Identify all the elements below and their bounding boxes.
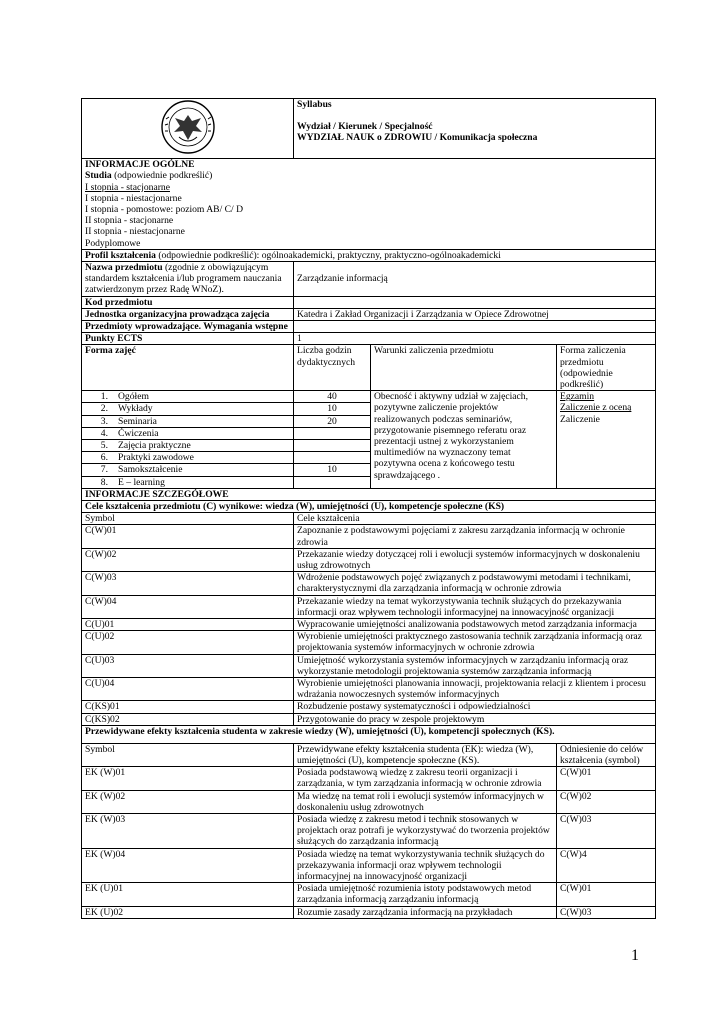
ek-col-effects: Przewidywane efekty kształcenia studenta (EK): wiedza (W), umiejętności (U), kompetencje społeczne (KS). xyxy=(294,743,557,766)
studia-option: II stopnia - niestacjonarne xyxy=(85,226,185,238)
efekty-row xyxy=(82,906,656,918)
cele-text: Wdrożenie podstawowych pojęć związanych z podstawowymi metodami i technikami, charakterystycznymi dla zarządzania informacją w ochronie zdrowia xyxy=(294,572,656,595)
dept-label: Wydział / Kierunek / Specjalność xyxy=(297,121,433,133)
form-hours xyxy=(294,477,370,488)
form-number: 6. xyxy=(100,452,108,464)
form-hours: 10 xyxy=(294,403,370,415)
cele-row xyxy=(82,701,656,713)
kod-label: Kod przedmiotu xyxy=(82,296,294,308)
cele-col-cele: Cele kształcenia xyxy=(294,513,656,525)
ek-text: Posiada wiedzę na temat wykorzystywania technik służących do przekazywania informacji oraz wpływem technologii informacyjnej na innowacyjność organizacji xyxy=(294,848,557,883)
ek-symbol: EK (W)02 xyxy=(82,790,294,813)
ek-ref: C(W)03 xyxy=(557,814,656,849)
form-row xyxy=(82,428,293,440)
form-number: 2. xyxy=(100,403,108,415)
form-hours: 20 xyxy=(294,416,370,428)
ek-col-ref: Odniesienie do celów kształcenia (symbol) xyxy=(557,743,656,766)
cele-text: Zapoznanie z podstawowymi pojęciami z zakresu zarządzania informacją w ochronie zdrowia xyxy=(294,525,656,548)
cele-row xyxy=(82,654,656,677)
form-row xyxy=(82,403,293,415)
cele-text: Rozbudzenie postawy systematyczności i odpowiedzialności xyxy=(294,701,656,713)
ek-symbol: EK (W)01 xyxy=(82,767,294,790)
forma-zal-header: Forma zaliczenia przedmiotu (odpowiednie podkreślić) xyxy=(557,345,656,391)
form-row xyxy=(82,452,293,464)
cele-col-symbol: Symbol xyxy=(82,513,294,525)
cele-symbol: C(KS)02 xyxy=(82,713,294,725)
form-name: Wykłady xyxy=(118,403,153,415)
ek-text: Rozumie zasady zarządzania informacją na przykładach xyxy=(294,906,557,918)
ek-ref: C(W)4 xyxy=(557,848,656,883)
forms-hours xyxy=(294,391,371,489)
form-name: E – learning xyxy=(118,476,165,488)
cele-symbol: C(U)02 xyxy=(82,631,294,654)
syllabus-table xyxy=(81,98,656,919)
efekty-row xyxy=(82,767,656,790)
form-name: Ćwiczenia xyxy=(118,427,159,439)
efekty-row xyxy=(82,883,656,906)
cele-text: Wyrobienie umiejętności planowania innowacji, projektowania relacji z klientem i procesu wdrażania nowoczesnych systemów informacyjnych xyxy=(294,678,656,701)
forma-zal-list xyxy=(557,391,656,489)
cele-symbol: C(W)01 xyxy=(82,525,294,548)
form-number: 5. xyxy=(100,440,108,452)
cele-text: Przekazanie wiedzy dotyczącej roli i ewolucji systemów informacyjnych w doskonaleniu usług zdrowotnych xyxy=(294,548,656,571)
cele-text: Przekazanie wiedzy na temat wykorzystywania technik służących do przekazywania informacji oraz wpływem technologii informacyjnej na innowacyjność organizacji xyxy=(294,595,656,618)
forms-list xyxy=(82,391,294,489)
form-row xyxy=(82,440,293,452)
cele-text: Przygotowanie do pracy w zespole projektowym xyxy=(294,713,656,725)
jednostka-label: Jednostka organizacyjna prowadząca zajęcia xyxy=(82,308,294,320)
kod-value xyxy=(294,296,656,308)
form-row xyxy=(82,464,293,476)
forma-zal-item: Zaliczenie xyxy=(560,413,600,425)
ek-ref: C(W)02 xyxy=(557,790,656,813)
syllabus-document xyxy=(81,98,655,919)
warunki-text: Obecność i aktywny udział w zajęciach, pozytywne zaliczenie projektów realizowanych podczas seminariów, przygotowanie pisemnego referatu oraz prezentacji ustnej z wykorzystaniem multimediów na wyznaczony temat pozytywna ocena z końcowego testu sprawdzającego . xyxy=(371,391,557,489)
cele-row xyxy=(82,525,656,548)
general-section xyxy=(82,159,656,250)
cele-row xyxy=(82,548,656,571)
efekty-header-row xyxy=(82,743,656,766)
detail-heading: INFORMACJE SZCZEGÓŁOWE xyxy=(82,488,656,500)
ek-symbol: EK (W)03 xyxy=(82,814,294,849)
general-heading: INFORMACJE OGÓLNE xyxy=(85,159,195,171)
cele-heading: Cele kształcenia przedmiotu (C) wynikowe: wiedza (W), umiejętności (U), kompetencje społeczne (KS) xyxy=(82,500,656,512)
cele-symbol: C(U)01 xyxy=(82,619,294,631)
ek-text: Posiada umiejętność rozumienia istoty podstawowych metod zarządzania informacją zarządzaniu informacją xyxy=(294,883,557,906)
form-hours xyxy=(294,440,370,452)
form-hours: 10 xyxy=(294,464,370,476)
studia-option: Podyplomowe xyxy=(85,237,141,249)
dept-value: WYDZIAŁ NAUK o ZDROWIU / Komunikacja społeczna xyxy=(297,132,538,144)
studia-option: I stopnia - stacjonarne xyxy=(85,181,170,193)
forma-zal-item: Egzamin xyxy=(560,391,595,403)
cele-row xyxy=(82,631,656,654)
form-row xyxy=(82,477,293,488)
seal-cell xyxy=(82,99,294,159)
cele-symbol: C(W)03 xyxy=(82,572,294,595)
forma-zal-item: Zaliczenie z oceną xyxy=(560,402,632,414)
efekty-row xyxy=(82,790,656,813)
ek-text: Posiada wiedzę z zakresu metod i technik stosowanych w projektach oraz potrafi je wykorzystywać do tworzenia projektów służących do zarządzania informacją xyxy=(294,814,557,849)
warunki-header: Warunki zaliczenia przedmiotu xyxy=(371,345,557,391)
studia-option: I stopnia - pomostowe: poziom AB/ C/ D xyxy=(85,204,244,216)
studia-options xyxy=(85,182,652,249)
ek-ref: C(W)03 xyxy=(557,906,656,918)
cele-symbol: C(W)04 xyxy=(82,595,294,618)
form-number: 7. xyxy=(100,464,108,476)
form-hours: 40 xyxy=(294,391,370,403)
form-number: 1. xyxy=(100,391,108,403)
cele-row xyxy=(82,619,656,631)
ek-symbol: EK (U)01 xyxy=(82,883,294,906)
studia-option: I stopnia - niestacjonarne xyxy=(85,192,182,204)
cele-symbol: C(KS)01 xyxy=(82,701,294,713)
nazwa-label-cell: Nazwa przedmiotu (zgodnie z obowiązującym standardem kształcenia i/lub programem nauczania zatwierdzonym przez Radę WNoZ). xyxy=(82,262,294,297)
form-name: Samokształcenie xyxy=(118,464,183,476)
syllabus-title: Syllabus xyxy=(297,99,332,110)
form-name: Ogółem xyxy=(118,391,149,403)
cele-row xyxy=(82,713,656,725)
wprowadzajace-label: Przedmioty wprowadzające. Wymagania wstępne xyxy=(82,321,294,333)
nazwa-value: Zarządzanie informacją xyxy=(294,262,656,297)
cele-row xyxy=(82,678,656,701)
studia-line: Studia (odpowiednie podkreślić) xyxy=(85,170,213,182)
jednostka-value: Katedra i Zakład Organizacji i Zarządzania w Opiece Zdrowotnej xyxy=(294,308,656,320)
cele-text: Wypracowanie umiejętności analizowania podstawowych metod zarządzania informacja xyxy=(294,619,656,631)
efekty-row xyxy=(82,848,656,883)
form-row xyxy=(82,416,293,428)
ek-col-symbol: Symbol xyxy=(82,743,294,766)
hours-header: Liczba godzin dydaktycznych xyxy=(294,345,371,391)
ek-text: Ma wiedzę na temat roli i ewolucji systemów informacyjnych w doskonaleniu usług zdrowotnych xyxy=(294,790,557,813)
form-hours xyxy=(294,428,370,440)
efekty-heading: Przewidywane efekty kształcenia studenta w zakresie wiedzy (W), umiejętności (U), kompetencji społecznych (KS). xyxy=(82,725,656,743)
ek-ref: C(W)01 xyxy=(557,883,656,906)
cele-symbol: C(U)04 xyxy=(82,678,294,701)
form-number: 8. xyxy=(100,476,108,488)
cele-symbol: C(W)02 xyxy=(82,548,294,571)
university-seal-icon xyxy=(157,99,219,155)
efekty-row xyxy=(82,814,656,849)
form-name: Seminaria xyxy=(118,415,157,427)
ek-ref: C(W)01 xyxy=(557,767,656,790)
profil-cell: Profil kształcenia (odpowiednie podkreślić): ogólnoakademicki, praktyczny, praktyczno-ogólnoakademicki xyxy=(82,249,656,261)
cele-row xyxy=(82,572,656,595)
ek-symbol: EK (U)02 xyxy=(82,906,294,918)
ek-symbol: EK (W)04 xyxy=(82,848,294,883)
form-name: Praktyki zawodowe xyxy=(118,452,194,464)
form-row xyxy=(82,391,293,403)
form-number: 3. xyxy=(100,415,108,427)
page-number: 1 xyxy=(631,947,639,964)
cele-text: Wyrobienie umiejętności praktycznego zastosowania technik zarządzania informacją oraz projektowania systemów informacyjnych w ochronie zdrowia xyxy=(294,631,656,654)
efekty-heading-row xyxy=(82,725,656,743)
cele-row xyxy=(82,595,656,618)
form-hours xyxy=(294,452,370,464)
ek-text: Posiada podstawową wiedzę z zakresu teorii organizacji i zarządzania, w tym zarządzania informacją w ochronie zdrowia xyxy=(294,767,557,790)
ects-value: 1 xyxy=(294,333,656,345)
ects-label: Punkty ECTS xyxy=(82,333,294,345)
forma-label: Forma zajęć xyxy=(82,345,294,391)
cele-symbol: C(U)03 xyxy=(82,654,294,677)
studia-option: II stopnia - stacjonarne xyxy=(85,215,174,227)
form-name: Zajęcia praktyczne xyxy=(118,440,191,452)
form-number: 4. xyxy=(100,427,108,439)
cele-text: Umiejętność wykorzystania systemów informacyjnych w zarządzaniu informacją oraz wykorzystanie metodologii projektowania systemów zarządzania informacją xyxy=(294,654,656,677)
header-cell xyxy=(294,99,656,159)
wprowadzajace-value xyxy=(294,321,656,333)
